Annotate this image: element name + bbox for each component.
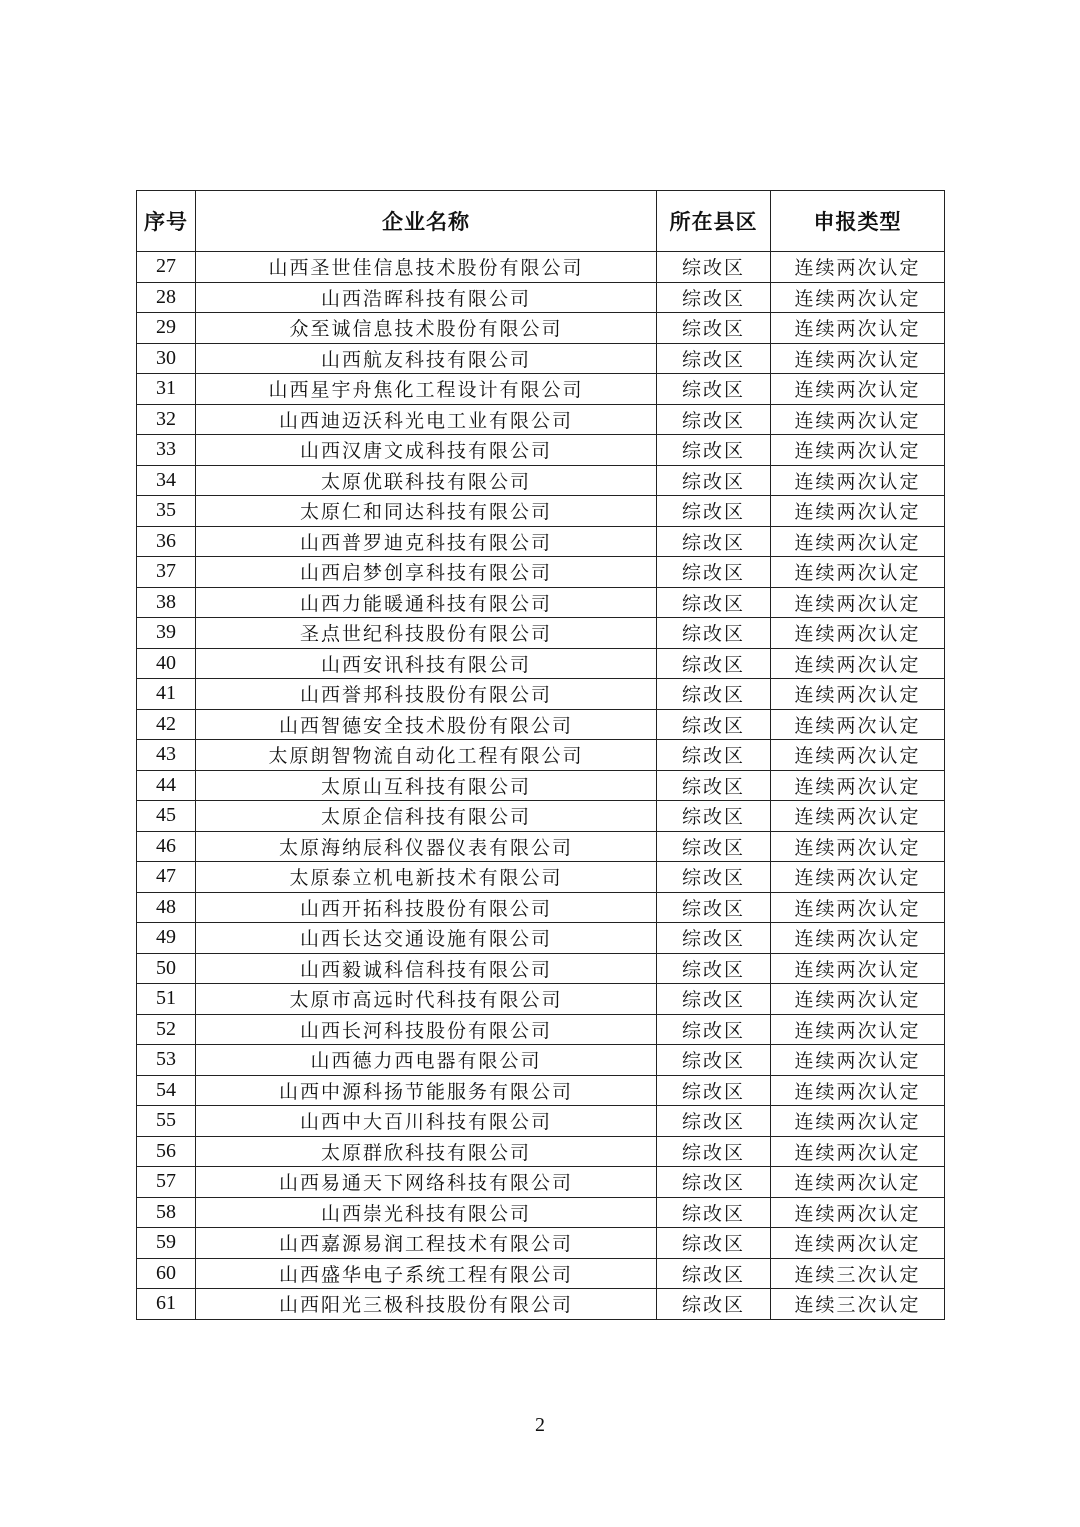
- table-row: [137, 282, 945, 313]
- cell-application-type: 连续两次认定: [771, 496, 945, 527]
- cell-company-name: 众至诚信息技术股份有限公司: [196, 313, 657, 344]
- cell-application-type: 连续两次认定: [771, 313, 945, 344]
- cell-serial-no: 52: [137, 1014, 196, 1045]
- cell-district: 综改区: [657, 1258, 771, 1289]
- cell-company-name: 山西盛华电子系统工程有限公司: [196, 1258, 657, 1289]
- cell-district: 综改区: [657, 1075, 771, 1106]
- cell-district: 综改区: [657, 435, 771, 466]
- cell-company-name: 山西崇光科技有限公司: [196, 1197, 657, 1228]
- header-district: 所在县区: [657, 191, 771, 252]
- cell-district: 综改区: [657, 892, 771, 923]
- cell-serial-no: 56: [137, 1136, 196, 1167]
- cell-district: 综改区: [657, 709, 771, 740]
- cell-company-name: 山西启梦创享科技有限公司: [196, 557, 657, 588]
- table-row: [137, 587, 945, 618]
- cell-district: 综改区: [657, 282, 771, 313]
- cell-serial-no: 37: [137, 557, 196, 588]
- cell-company-name: 太原优联科技有限公司: [196, 465, 657, 496]
- cell-serial-no: 44: [137, 770, 196, 801]
- cell-district: 综改区: [657, 801, 771, 832]
- cell-company-name: 山西安讯科技有限公司: [196, 648, 657, 679]
- cell-company-name: 山西智德安全技术股份有限公司: [196, 709, 657, 740]
- cell-district: 综改区: [657, 984, 771, 1015]
- cell-district: 综改区: [657, 1197, 771, 1228]
- cell-application-type: 连续两次认定: [771, 282, 945, 313]
- cell-company-name: 山西誉邦科技股份有限公司: [196, 679, 657, 710]
- cell-application-type: 连续两次认定: [771, 1106, 945, 1137]
- cell-district: 综改区: [657, 1014, 771, 1045]
- cell-application-type: 连续两次认定: [771, 404, 945, 435]
- table-row: [137, 801, 945, 832]
- table-row: [137, 923, 945, 954]
- cell-application-type: 连续两次认定: [771, 984, 945, 1015]
- cell-company-name: 山西汉唐文成科技有限公司: [196, 435, 657, 466]
- table-row: [137, 1258, 945, 1289]
- cell-company-name: 山西德力西电器有限公司: [196, 1045, 657, 1076]
- cell-application-type: 连续两次认定: [771, 343, 945, 374]
- cell-district: 综改区: [657, 465, 771, 496]
- cell-serial-no: 42: [137, 709, 196, 740]
- table-row: [137, 465, 945, 496]
- table-row: [137, 1045, 945, 1076]
- cell-application-type: 连续两次认定: [771, 801, 945, 832]
- cell-district: 综改区: [657, 1045, 771, 1076]
- cell-application-type: 连续两次认定: [771, 587, 945, 618]
- cell-serial-no: 60: [137, 1258, 196, 1289]
- enterprise-table: [136, 190, 945, 1320]
- cell-application-type: 连续两次认定: [771, 1228, 945, 1259]
- cell-company-name: 圣点世纪科技股份有限公司: [196, 618, 657, 649]
- cell-company-name: 山西阳光三极科技股份有限公司: [196, 1289, 657, 1320]
- cell-serial-no: 54: [137, 1075, 196, 1106]
- cell-serial-no: 33: [137, 435, 196, 466]
- cell-application-type: 连续两次认定: [771, 252, 945, 283]
- cell-serial-no: 28: [137, 282, 196, 313]
- cell-serial-no: 39: [137, 618, 196, 649]
- cell-application-type: 连续三次认定: [771, 1258, 945, 1289]
- page-number: 2: [535, 1414, 545, 1436]
- table-row: [137, 374, 945, 405]
- cell-serial-no: 45: [137, 801, 196, 832]
- table-row: [137, 1167, 945, 1198]
- cell-company-name: 山西浩晖科技有限公司: [196, 282, 657, 313]
- table-row: [137, 435, 945, 466]
- table-row: [137, 1014, 945, 1045]
- cell-serial-no: 57: [137, 1167, 196, 1198]
- cell-application-type: 连续两次认定: [771, 1075, 945, 1106]
- cell-district: 综改区: [657, 953, 771, 984]
- cell-company-name: 山西圣世佳信息技术股份有限公司: [196, 252, 657, 283]
- cell-district: 综改区: [657, 587, 771, 618]
- cell-company-name: 山西长达交通设施有限公司: [196, 923, 657, 954]
- cell-application-type: 连续两次认定: [771, 1197, 945, 1228]
- cell-company-name: 山西易通天下网络科技有限公司: [196, 1167, 657, 1198]
- cell-application-type: 连续两次认定: [771, 1045, 945, 1076]
- cell-district: 综改区: [657, 557, 771, 588]
- cell-serial-no: 49: [137, 923, 196, 954]
- table-row: [137, 526, 945, 557]
- cell-company-name: 太原群欣科技有限公司: [196, 1136, 657, 1167]
- cell-application-type: 连续两次认定: [771, 435, 945, 466]
- cell-serial-no: 46: [137, 831, 196, 862]
- cell-district: 综改区: [657, 648, 771, 679]
- cell-company-name: 山西开拓科技股份有限公司: [196, 892, 657, 923]
- cell-company-name: 山西中源科扬节能服务有限公司: [196, 1075, 657, 1106]
- cell-application-type: 连续两次认定: [771, 923, 945, 954]
- cell-district: 综改区: [657, 831, 771, 862]
- cell-company-name: 太原市高远时代科技有限公司: [196, 984, 657, 1015]
- cell-application-type: 连续两次认定: [771, 648, 945, 679]
- table-row: [137, 313, 945, 344]
- cell-application-type: 连续两次认定: [771, 618, 945, 649]
- table-row: [137, 618, 945, 649]
- cell-company-name: 太原海纳辰科仪器仪表有限公司: [196, 831, 657, 862]
- cell-serial-no: 38: [137, 587, 196, 618]
- cell-district: 综改区: [657, 252, 771, 283]
- cell-serial-no: 40: [137, 648, 196, 679]
- cell-serial-no: 43: [137, 740, 196, 771]
- cell-district: 综改区: [657, 313, 771, 344]
- cell-district: 综改区: [657, 770, 771, 801]
- cell-serial-no: 58: [137, 1197, 196, 1228]
- cell-serial-no: 61: [137, 1289, 196, 1320]
- table-row: [137, 1289, 945, 1320]
- table-row: [137, 557, 945, 588]
- table-row: [137, 709, 945, 740]
- table-row: [137, 252, 945, 283]
- cell-company-name: 山西迪迈沃科光电工业有限公司: [196, 404, 657, 435]
- cell-application-type: 连续两次认定: [771, 557, 945, 588]
- cell-application-type: 连续三次认定: [771, 1289, 945, 1320]
- cell-serial-no: 29: [137, 313, 196, 344]
- cell-district: 综改区: [657, 526, 771, 557]
- cell-serial-no: 50: [137, 953, 196, 984]
- table-row: [137, 984, 945, 1015]
- table-row: [137, 1106, 945, 1137]
- cell-company-name: 山西力能暖通科技有限公司: [196, 587, 657, 618]
- cell-company-name: 太原企信科技有限公司: [196, 801, 657, 832]
- cell-district: 综改区: [657, 618, 771, 649]
- table-row: [137, 1197, 945, 1228]
- cell-company-name: 太原泰立机电新技术有限公司: [196, 862, 657, 893]
- cell-district: 综改区: [657, 374, 771, 405]
- table-row: [137, 862, 945, 893]
- cell-district: 综改区: [657, 343, 771, 374]
- cell-application-type: 连续两次认定: [771, 892, 945, 923]
- cell-company-name: 山西毅诚科信科技有限公司: [196, 953, 657, 984]
- table-row: [137, 679, 945, 710]
- cell-serial-no: 55: [137, 1106, 196, 1137]
- table-row: [137, 740, 945, 771]
- cell-company-name: 山西中大百川科技有限公司: [196, 1106, 657, 1137]
- table-row: [137, 770, 945, 801]
- table-body: [137, 252, 945, 1320]
- table-row: [137, 343, 945, 374]
- cell-serial-no: 48: [137, 892, 196, 923]
- cell-district: 综改区: [657, 740, 771, 771]
- cell-district: 综改区: [657, 1167, 771, 1198]
- cell-company-name: 山西星宇舟焦化工程设计有限公司: [196, 374, 657, 405]
- header-serial-no: 序号: [137, 191, 196, 252]
- header-company-name: 企业名称: [196, 191, 657, 252]
- table-header: [137, 191, 945, 252]
- table-row: [137, 1075, 945, 1106]
- cell-application-type: 连续两次认定: [771, 526, 945, 557]
- cell-serial-no: 30: [137, 343, 196, 374]
- table-row: [137, 953, 945, 984]
- cell-application-type: 连续两次认定: [771, 1167, 945, 1198]
- header-application-type: 申报类型: [771, 191, 945, 252]
- cell-company-name: 太原仁和同达科技有限公司: [196, 496, 657, 527]
- cell-company-name: 太原山互科技有限公司: [196, 770, 657, 801]
- cell-serial-no: 35: [137, 496, 196, 527]
- cell-company-name: 太原朗智物流自动化工程有限公司: [196, 740, 657, 771]
- table-row: [137, 892, 945, 923]
- cell-application-type: 连续两次认定: [771, 374, 945, 405]
- table-row: [137, 1228, 945, 1259]
- cell-application-type: 连续两次认定: [771, 1136, 945, 1167]
- cell-company-name: 山西嘉源易润工程技术有限公司: [196, 1228, 657, 1259]
- cell-district: 综改区: [657, 862, 771, 893]
- cell-district: 综改区: [657, 1289, 771, 1320]
- cell-serial-no: 32: [137, 404, 196, 435]
- cell-district: 综改区: [657, 1106, 771, 1137]
- cell-serial-no: 34: [137, 465, 196, 496]
- cell-company-name: 山西航友科技有限公司: [196, 343, 657, 374]
- cell-district: 综改区: [657, 496, 771, 527]
- cell-application-type: 连续两次认定: [771, 862, 945, 893]
- cell-serial-no: 53: [137, 1045, 196, 1076]
- table-row: [137, 1136, 945, 1167]
- table-row: [137, 831, 945, 862]
- header-row: [137, 191, 945, 252]
- cell-serial-no: 31: [137, 374, 196, 405]
- table-row: [137, 648, 945, 679]
- cell-district: 综改区: [657, 923, 771, 954]
- cell-company-name: 山西普罗迪克科技有限公司: [196, 526, 657, 557]
- cell-serial-no: 36: [137, 526, 196, 557]
- cell-application-type: 连续两次认定: [771, 679, 945, 710]
- cell-serial-no: 47: [137, 862, 196, 893]
- cell-application-type: 连续两次认定: [771, 465, 945, 496]
- cell-application-type: 连续两次认定: [771, 831, 945, 862]
- cell-company-name: 山西长河科技股份有限公司: [196, 1014, 657, 1045]
- cell-application-type: 连续两次认定: [771, 1014, 945, 1045]
- cell-application-type: 连续两次认定: [771, 953, 945, 984]
- cell-application-type: 连续两次认定: [771, 740, 945, 771]
- cell-district: 综改区: [657, 679, 771, 710]
- cell-serial-no: 41: [137, 679, 196, 710]
- table-row: [137, 404, 945, 435]
- table-row: [137, 496, 945, 527]
- cell-application-type: 连续两次认定: [771, 709, 945, 740]
- cell-application-type: 连续两次认定: [771, 770, 945, 801]
- cell-serial-no: 51: [137, 984, 196, 1015]
- cell-district: 综改区: [657, 1136, 771, 1167]
- cell-serial-no: 59: [137, 1228, 196, 1259]
- cell-serial-no: 27: [137, 252, 196, 283]
- cell-district: 综改区: [657, 404, 771, 435]
- cell-district: 综改区: [657, 1228, 771, 1259]
